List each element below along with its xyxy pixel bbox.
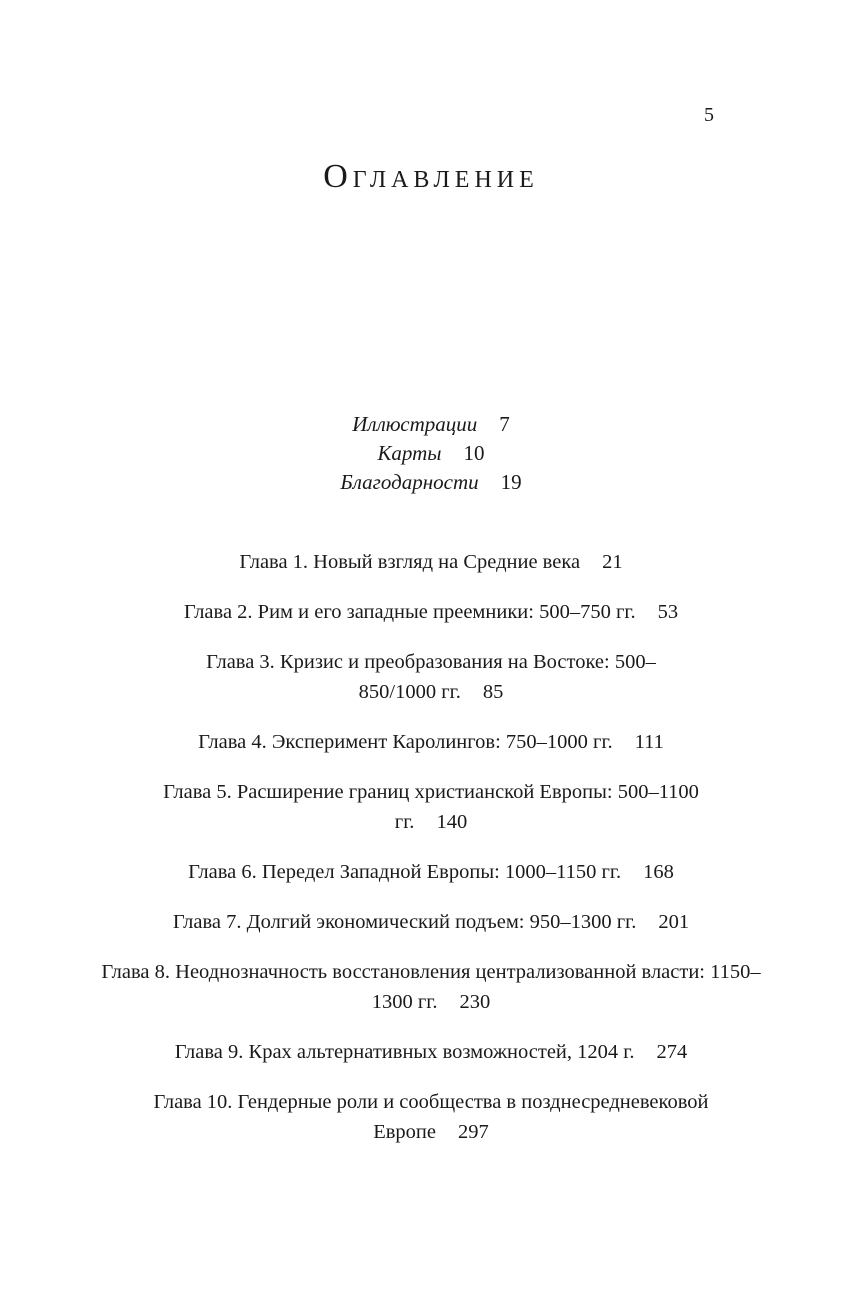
chapter-title: Глава 10. Гендерные роли и сообщества в позднесредневековой Европе bbox=[153, 1091, 709, 1143]
chapter-page: 85 bbox=[482, 681, 504, 703]
chapter-entry[interactable] bbox=[100, 547, 762, 577]
front-matter-label: Карты bbox=[377, 441, 442, 465]
chapter-entry[interactable] bbox=[100, 1087, 762, 1147]
page-title: Оглавление bbox=[323, 158, 539, 195]
front-matter-page: 10 bbox=[463, 441, 485, 465]
chapter-page: 140 bbox=[436, 811, 468, 833]
page-number: 5 bbox=[704, 104, 714, 126]
chapter-page: 201 bbox=[658, 911, 690, 933]
chapter-entry[interactable] bbox=[100, 907, 762, 937]
chapter-list bbox=[100, 547, 762, 1167]
chapter-page: 111 bbox=[634, 731, 664, 753]
chapter-title: Глава 5. Расширение границ христианской Европы: 500–1100 гг. bbox=[163, 781, 699, 833]
front-matter-page: 7 bbox=[499, 412, 510, 436]
chapter-entry[interactable] bbox=[100, 777, 762, 837]
chapter-title: Глава 4. Эксперимент Каролингов: 750–1000 гг. bbox=[198, 731, 613, 753]
front-matter-item[interactable] bbox=[0, 468, 862, 497]
chapter-entry[interactable] bbox=[100, 1037, 762, 1067]
front-matter-item[interactable] bbox=[0, 410, 862, 439]
chapter-entry[interactable] bbox=[100, 727, 762, 757]
chapter-title: Глава 1. Новый взгляд на Средние века bbox=[239, 551, 581, 573]
chapter-title: Глава 7. Долгий экономический подъем: 950–1300 гг. bbox=[172, 911, 637, 933]
chapter-page: 230 bbox=[459, 991, 491, 1013]
chapter-title: Глава 2. Рим и его западные преемники: 500–750 гг. bbox=[183, 601, 636, 623]
chapter-page: 168 bbox=[643, 861, 674, 883]
chapter-title: Глава 9. Крах альтернативных возможностей, 1204 г. bbox=[174, 1041, 635, 1063]
chapter-title: Глава 3. Кризис и преобразования на Востоке: 500–850/1000 гг. bbox=[206, 651, 656, 703]
front-matter-label: Благодарности bbox=[340, 470, 479, 494]
front-matter-label: Иллюстрации bbox=[352, 412, 478, 436]
front-matter-page: 19 bbox=[500, 470, 522, 494]
chapter-page: 297 bbox=[458, 1121, 489, 1143]
chapter-page: 21 bbox=[602, 551, 623, 573]
front-matter-list bbox=[0, 410, 862, 497]
chapter-page: 53 bbox=[657, 601, 679, 623]
chapter-entry[interactable] bbox=[100, 857, 762, 887]
front-matter-item[interactable] bbox=[0, 439, 862, 468]
chapter-entry[interactable] bbox=[100, 647, 762, 707]
chapter-entry[interactable] bbox=[100, 597, 762, 627]
chapter-page: 274 bbox=[656, 1041, 688, 1063]
chapter-entry[interactable] bbox=[100, 957, 762, 1017]
chapter-title: Глава 6. Передел Западной Европы: 1000–1150 гг. bbox=[188, 861, 622, 883]
chapter-title: Глава 8. Неоднозначность восстановления централизованной власти: 1150–1300 гг. bbox=[101, 961, 761, 1013]
